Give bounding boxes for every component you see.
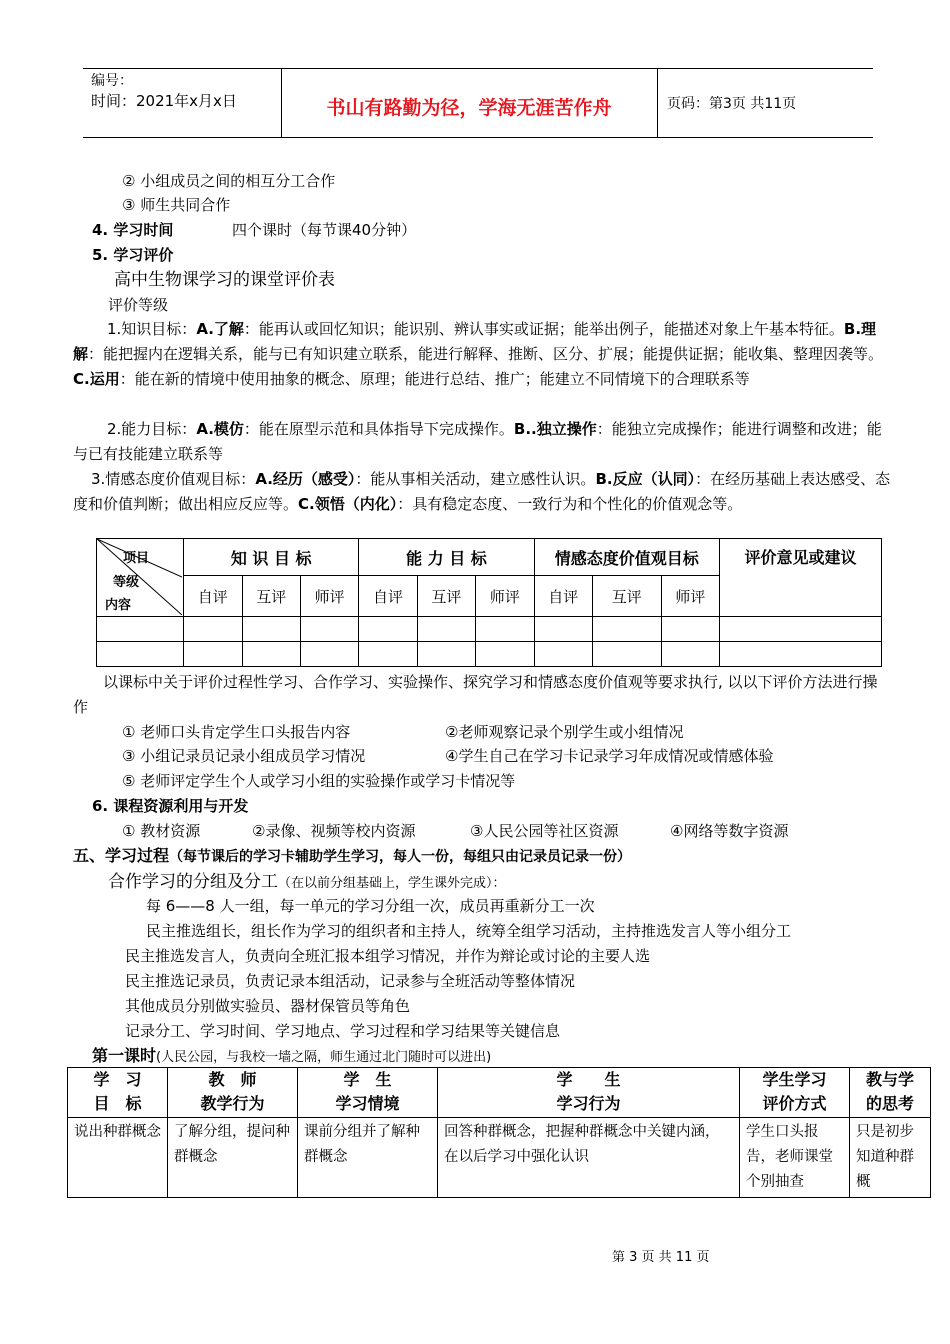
header-knowledge: 知 识 目 标 [184, 539, 359, 576]
header-ability: 能 力 目 标 [359, 539, 534, 576]
corner-label-content: 内容 [105, 598, 132, 613]
corner-label-item: 项目 [123, 551, 150, 566]
list-item: ⑤ 老师评定学生个人或学习小组的实验操作或学习卡情况等 [122, 772, 516, 790]
header-self: 自评 [184, 576, 242, 617]
list-item: ④网络等数字资源 [670, 822, 789, 840]
date-label: 时间：2021年x月x日 [91, 92, 237, 110]
emotion-goal-paragraph: 3.情感态度价值观目标：A.经历（感受）：能从事相关活动，建立感性认识。B.反应（认同）：在经历基础上表达感受、态度和价值判断；做出相应反应等。C.领悟（内化）：具有稳定态度、一致行为和个性化的价值观念等。 [73, 470, 891, 513]
knowledge-goal-paragraph: 1.知识目标：A.了解：能再认或回忆知识；能识别、辨认事实或证据；能举出例子，能描述对象上午基本特征。B.理解：能把握内在逻辑关系，能与已有知识建立联系，能进行解释、推断、区分、扩展；能提供证据；能收集、整理因袭等。C.运用：能在新的情境中使用抽象的概念、原理；能进行总结、推广；能建立不同情境下的合理联系等 [73, 320, 884, 388]
header-teacher: 师评 [300, 576, 358, 617]
lesson-title: 第一课时(人民公园，与我校一墙之隔，师生通过北门随时可以进出) [92, 1046, 492, 1065]
header-peer: 互评 [417, 576, 475, 617]
header-goal: 学 习 目 标 [68, 1068, 168, 1118]
methods-intro: 以课标中关于评价过程性学习、合作学习、实验操作、探究学习和情感态度价值观等要求执行, 以以下评价方法进行操作 [73, 673, 878, 716]
cell-goal: 说出种群概念 [68, 1118, 168, 1198]
grade-label: 评价等级 [108, 296, 169, 314]
header-peer: 互评 [242, 576, 300, 617]
header-advice: 评价意见或建议 [720, 539, 882, 617]
header-divider [657, 69, 658, 137]
table-row [97, 617, 882, 642]
header-self: 自评 [534, 576, 592, 617]
cell-student-situation: 课前分组并了解种群概念 [298, 1118, 438, 1198]
header-student-behavior: 学 生 学习行为 [438, 1068, 740, 1118]
table-row [68, 1118, 931, 1198]
table-corner-cell [97, 539, 184, 617]
page-header [83, 68, 873, 138]
group-rule: 民主推选组长，组长作为学习的组织者和主持人，统筹全组学习活动，主持推选发言人等小组分工 [146, 922, 792, 940]
header-emotion: 情感态度价值观目标 [534, 539, 720, 576]
table-row [97, 642, 882, 667]
page-info: 页码：第3页 共11页 [667, 96, 797, 112]
group-rule: 民主推选发言人，负责向全班汇报本组学习情况，并作为辩论或讨论的主要人选 [125, 947, 651, 965]
header-teacher-behavior: 教 师 教学行为 [168, 1068, 298, 1118]
cell-reflection: 只是初步知道种群概 [850, 1118, 931, 1198]
lesson-table [67, 1067, 931, 1198]
group-rule: 民主推选记录员，负责记录本组活动，记录参与全班活动等整体情况 [125, 972, 576, 990]
ability-goal-paragraph: 2.能力目标：A.模仿：能在原型示范和具体指导下完成操作。B..独立操作：能独立完成操作；能进行调整和改进；能与已有技能建立联系等 [73, 420, 882, 463]
header-reflection: 教与学 的思考 [850, 1068, 931, 1118]
list-item: ④学生自己在学习卡记录学习年成情况或情感体验 [445, 747, 774, 765]
list-item: ③人民公园等社区资源 [470, 822, 619, 840]
list-item: ②老师观察记录个别学生或小组情况 [445, 723, 684, 741]
study-time: 四个课时（每节课40分钟） [232, 221, 417, 239]
header-student-situation: 学 生 学习情境 [298, 1068, 438, 1118]
group-rule: 每 6——8 人一组，每一单元的学习分组一次，成员再重新分工一次 [146, 897, 595, 915]
header-self: 自评 [359, 576, 417, 617]
section-five-heading: 五、学习过程（每节课后的学习卡辅助学生学习，每人一份，每组只由记录员记录一份） [73, 846, 632, 865]
header-peer: 互评 [592, 576, 661, 617]
motto: 书山有路勤为径，学海无涯苦作舟 [326, 97, 612, 119]
cell-evaluation: 学生口头报告，老师课堂个别抽查 [740, 1118, 850, 1198]
header-teacher: 师评 [661, 576, 719, 617]
group-rule: 记录分工、学习时间、学习地点、学习过程和学习结果等关键信息 [125, 1022, 561, 1040]
number-label: 编号： [91, 73, 133, 89]
list-item: ① 老师口头肯定学生口头报告内容 [122, 723, 351, 741]
list-item: ② 小组成员之间的相互分工合作 [122, 172, 336, 190]
group-rule: 其他成员分别做实验员、器材保管员等角色 [125, 997, 411, 1015]
cell-student-behavior: 回答种群概念，把握种群概念中关键内涵，在以后学习中强化认识 [438, 1118, 740, 1198]
table-title: 高中生物课学习的课堂评价表 [114, 270, 335, 290]
page-number: 第 3 页 共 11 页 [612, 1250, 710, 1265]
section-heading: 6. 课程资源利用与开发 [92, 797, 249, 815]
header-teacher: 师评 [476, 576, 534, 617]
list-item: ③ 师生共同合作 [122, 196, 231, 214]
list-item: ① 教材资源 [122, 822, 201, 840]
section-heading: 4. 学习时间 [92, 221, 174, 239]
section-heading: 5. 学习评价 [92, 246, 174, 264]
group-title: 合作学习的分组及分工（在以前分组基础上，学生课外完成）： [108, 872, 506, 892]
evaluation-table [96, 538, 882, 667]
list-item: ③ 小组记录员记录小组成员学习情况 [122, 747, 366, 765]
corner-label-grade: 等级 [113, 575, 140, 590]
list-item: ②录像、视频等校内资源 [252, 822, 416, 840]
header-evaluation: 学生学习 评价方式 [740, 1068, 850, 1118]
cell-teacher-behavior: 了解分组，提问种群概念 [168, 1118, 298, 1198]
